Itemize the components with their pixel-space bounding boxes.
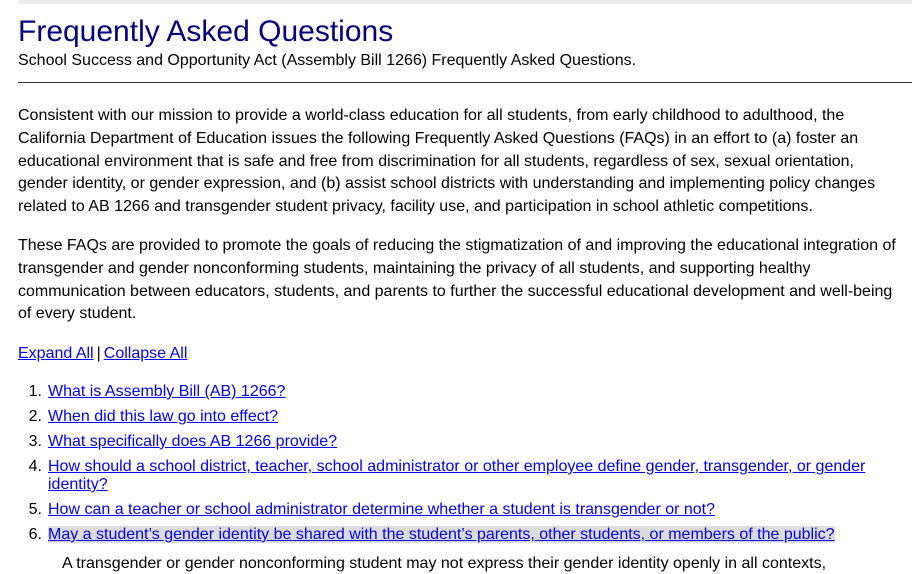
faq-item-expanded [18,526,898,544]
expand-all-link[interactable]: Expand All [18,345,94,362]
page-title: Frequently Asked Questions [18,15,394,48]
faq-list [18,383,898,551]
faq-question-link[interactable]: What specifically does AB 1266 provide? [48,433,338,450]
faq-item [18,501,898,519]
faq-number: 2. [28,408,42,425]
faq-number: 4. [28,458,42,475]
intro-paragraph-1: Consistent with our mission to provide a world-class education for all students, from early childhood to adulthood, the California Department of Education issues the following Frequently Asked Questions (FAQs) in an effort to (a) foster an educational environment that is safe and free from discrimination for all students, regardless of sex, sexual orientation, gender identity, or gender expression, and (b) assist school districts with understanding and implementing policy changes related to AB 1266 and transgender student privacy, facility use, and participation in school athletic competitions. [18,107,876,216]
page-subtitle: School Success and Opportunity Act (Assembly Bill 1266) Frequently Asked Questions. [18,52,637,69]
faq-item [18,408,898,426]
intro-paragraph-2: These FAQs are provided to promote the goals of reducing the stigmatization of and improving the educational integration of transgender and gender nonconforming students, maintaining the privacy of all students, and supporting healthy communication between educators, students, and parents to further the successful educational development and well-being of every student. [18,237,896,323]
faq-answer-text: A transgender or gender nonconforming student may not express their gender identity openly in all contexts, [62,555,827,572]
faq-number: 5. [28,501,42,518]
faq-question-link[interactable]: What is Assembly Bill (AB) 1266? [48,383,286,400]
controls-separator: | [96,345,101,362]
top-border-bar [18,0,912,4]
faq-number: 1. [28,383,42,400]
faq-number: 6. [28,526,42,543]
faq-question-link[interactable]: When did this law go into effect? [48,408,279,425]
expand-collapse-controls [18,344,187,364]
faq-number: 3. [28,433,42,450]
collapse-all-link[interactable]: Collapse All [103,345,188,362]
faq-item [18,383,898,401]
header-divider [18,82,912,83]
faq-item [18,433,898,451]
faq-question-link-active[interactable]: May a student’s gender identity be shared with the student’s parents, other students, or members of the public? [48,526,835,543]
faq-question-link[interactable]: How should a school district, teacher, school administrator or other employee define gender, transgender, or gender identity? [48,458,866,493]
faq-item [18,458,898,494]
faq-question-link[interactable]: How can a teacher or school administrator determine whether a student is transgender or not? [48,501,716,518]
